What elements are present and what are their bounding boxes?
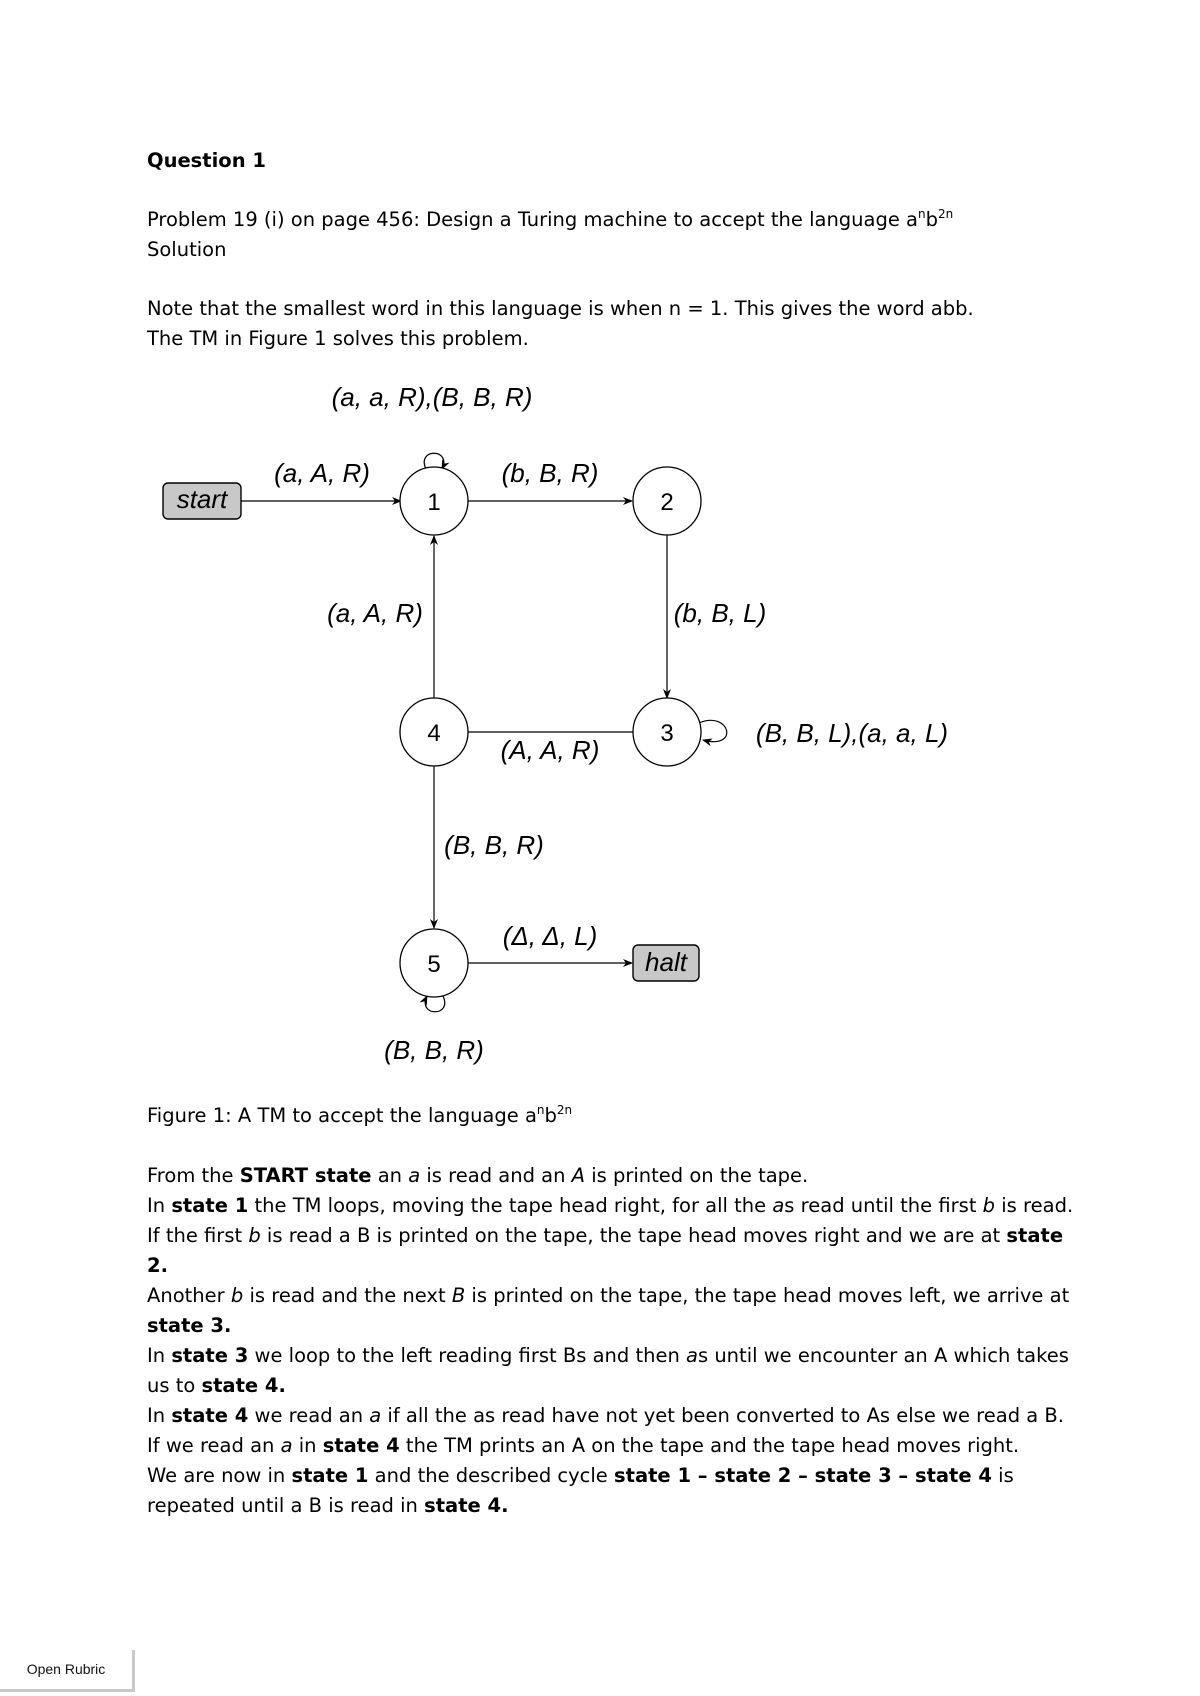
state-5 — [400, 929, 468, 997]
figure-caption: Figure 1: A TM to accept the language $a^nb^{2n}$ — [147, 1103, 573, 1127]
explanation-line-5: In state 3 we loop to the left reading first Bs and then as until we encounter an A which takes us to state 4. — [147, 1344, 1069, 1397]
open-rubric-button[interactable]: Open Rubric — [0, 1650, 135, 1692]
explanation-line-8: We are now in state 1 and the described cycle state 1 – state 2 – state 3 – state 4 is repeated until a B is read in state 4. — [147, 1464, 1014, 1517]
edge-label-loop-3: (B, B, L),(a, a, L) — [755, 718, 949, 748]
state-4 — [400, 698, 468, 766]
start-label: start — [176, 484, 228, 514]
state-1 — [400, 467, 468, 535]
edge-label-2-to-3: (b, B, L) — [673, 598, 767, 628]
turing-machine-diagram — [150, 370, 970, 1090]
edge-label-4-to-1: (a, A, R) — [327, 598, 423, 628]
explanation-line-6: In state 4 we read an a if all the as read have not yet been converted to As else we read a B. — [147, 1404, 1065, 1427]
problem-statement: Problem 19 (i) on page 456: Design a Turing machine to accept the language $a^nb^{2n}$ — [147, 207, 954, 231]
edge-label-start-to-1: (a, A, R) — [274, 458, 370, 488]
edge-label-5-to-halt: (Δ, Δ, L) — [502, 921, 598, 951]
loop-state-5 — [425, 996, 445, 1012]
solution-label: Solution — [147, 238, 227, 261]
edge-label-1-to-2: (b, B, R) — [501, 458, 599, 488]
explanation-paragraph — [147, 1161, 1077, 1521]
state-2-label: 2 — [660, 489, 674, 516]
edge-label-4-to-5: (B, B, R) — [444, 830, 544, 860]
state-4-label: 4 — [427, 720, 441, 747]
start-node — [163, 483, 241, 519]
tm-intro-text: The TM in Figure 1 solves this problem. — [147, 327, 529, 350]
state-5-label: 5 — [427, 951, 441, 978]
state-3-label: 3 — [660, 720, 674, 747]
explanation-line-2: In state 1 the TM loops, moving the tape head right, for all the as read until the first b is read. — [147, 1194, 1074, 1217]
explanation-line-3: If the first b is read a B is printed on the tape, the tape head moves right and we are at state 2. — [147, 1224, 1064, 1277]
halt-label: halt — [645, 947, 687, 977]
edge-label-3-to-4: (A, A, R) — [500, 735, 600, 765]
explanation-line-4: Another b is read and the next B is printed on the tape, the tape head moves left, we arrive at state 3. — [147, 1284, 1070, 1337]
explanation-line-7: If we read an a in state 4 the TM prints an A on the tape and the tape head moves right. — [147, 1434, 1020, 1457]
halt-node — [633, 945, 699, 981]
explanation-line-1: From the START state an a is read and an A is printed on the tape. — [147, 1164, 809, 1187]
state-1-label: 1 — [427, 489, 441, 516]
tm-diagram-svg — [150, 370, 970, 1090]
state-3 — [633, 698, 701, 766]
loop-state-3 — [699, 720, 727, 741]
edge-label-loop-5: (B, B, R) — [384, 1035, 484, 1065]
edge-label-loop-1: (a, a, R),(B, B, R) — [331, 382, 533, 412]
note-text: Note that the smallest word in this language is when n = 1. This gives the word abb. — [147, 297, 974, 320]
question-title: Question 1 — [147, 149, 266, 172]
state-2 — [633, 467, 701, 535]
